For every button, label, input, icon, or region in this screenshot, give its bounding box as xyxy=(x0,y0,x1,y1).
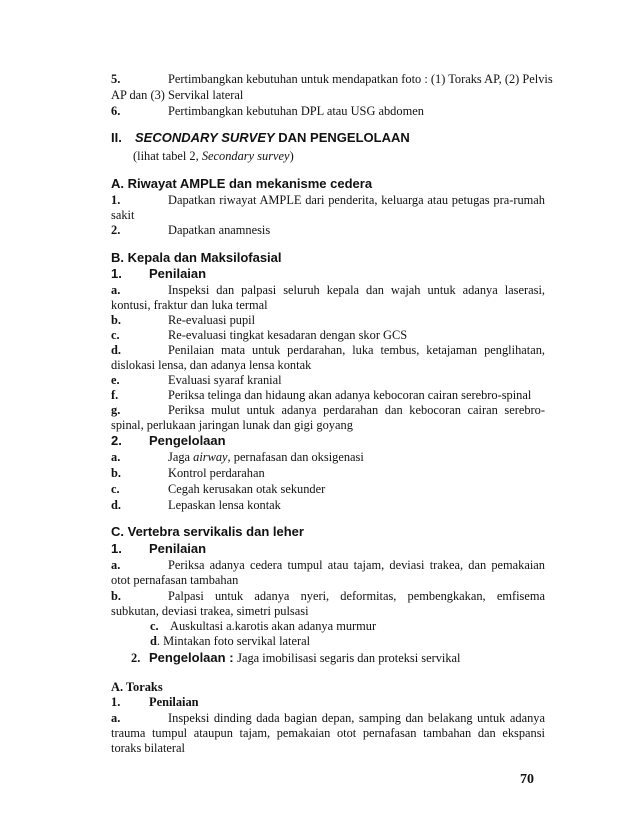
table-reference: (lihat tabel 2, Secondary survey) xyxy=(133,149,294,163)
list-item: c. Re-evaluasi tingkat kesadaran dengan skor GCS xyxy=(111,328,408,342)
item-text-continued: dislokasi lensa, dan adanya lensa kontak xyxy=(111,358,312,372)
list-item: g. Periksa mulut untuk adanya perdarahan dan kebocoran cairan serebro- xyxy=(111,403,545,417)
section-heading-toraks: A. Toraks xyxy=(111,680,163,694)
item-text-continued: subkutan, deviasi trakea, simetri pulsasi xyxy=(111,604,309,618)
subheading-penilaian: 1. Penilaian xyxy=(111,695,199,709)
section-heading-secondary-survey: II. SECONDARY SURVEY DAN PENGELOLAAN xyxy=(111,130,410,145)
list-item: a. Inspeksi dan palpasi seluruh kepala dan wajah untuk adanya laserasi, xyxy=(111,283,545,297)
section-heading-ample: A. Riwayat AMPLE dan mekanisme cedera xyxy=(111,176,373,191)
list-item: e. Evaluasi syaraf kranial xyxy=(111,373,282,387)
subheading-penilaian: 1. Penilaian xyxy=(111,541,207,556)
item-number: 6. xyxy=(111,104,121,118)
section-heading-vertebra: C. Vertebra servikalis dan leher xyxy=(111,524,304,539)
list-item: d. Lepaskan lensa kontak xyxy=(111,498,281,512)
subheading-pengelolaan: 2. Pengelolaan xyxy=(111,433,226,448)
list-item-6 xyxy=(111,104,545,119)
item-number: 5. xyxy=(111,72,121,86)
item-text-continued: sakit xyxy=(111,208,135,222)
item-text-continued: otot pernafasan tambahan xyxy=(111,573,239,587)
item-text-continued: kontusi, fraktur dan luka termal xyxy=(111,298,268,312)
item-text-continued: AP dan (3) Servikal lateral xyxy=(111,88,244,102)
item-text: Pertimbangkan kebutuhan untuk mendapatkan foto : (1) Toraks AP, (2) Pelvis xyxy=(168,72,553,86)
list-item: 1. Dapatkan riwayat AMPLE dari penderita, keluarga atau petugas pra-rumah xyxy=(111,193,545,207)
item-text-continued: trauma tumpul ataupun tajam, pemakaian otot pernafasan tambahan dan ekspansi xyxy=(111,726,545,740)
item-text-continued: spinal, perlukaan jaringan lunak dan gigi goyang xyxy=(111,418,353,432)
list-item: a. Inspeksi dinding dada bagian depan, samping dan belakang untuk adanya xyxy=(111,711,545,725)
subheading-pengelolaan: 2. Pengelolaan : Jaga imobilisasi segaris dan proteksi servikal xyxy=(131,650,461,665)
list-item: b. Kontrol perdarahan xyxy=(111,466,265,480)
list-item: d. Mintakan foto servikal lateral xyxy=(150,634,311,648)
list-item-5 xyxy=(111,72,553,87)
page-number: 70 xyxy=(520,772,534,787)
list-item: c. Cegah kerusakan otak sekunder xyxy=(111,482,326,496)
list-item: 2. Dapatkan anamnesis xyxy=(111,223,271,237)
item-text-continued: toraks bilateral xyxy=(111,741,185,755)
list-item: a. Jaga airway, pernafasan dan oksigenasi xyxy=(111,450,364,464)
list-item: a. Periksa adanya cedera tumpul atau tajam, deviasi trakea, dan pemakaian xyxy=(111,558,545,572)
section-heading-kepala: B. Kepala dan Maksilofasial xyxy=(111,250,282,265)
subheading-penilaian: 1. Penilaian xyxy=(111,266,207,281)
item-text: Pertimbangkan kebutuhan DPL atau USG abdomen xyxy=(168,104,424,118)
list-item: b. Palpasi untuk adanya nyeri, deformitas, pembengkakan, emfisema xyxy=(111,589,545,603)
list-item: c. Auskultasi a.karotis akan adanya murmur xyxy=(150,619,377,633)
list-item: b. Re-evaluasi pupil xyxy=(111,313,256,327)
list-item: f. Periksa telinga dan hidaung akan adanya kebocoran cairan serebro-spinal xyxy=(111,388,532,402)
list-item: d. Penilaian mata untuk perdarahan, luka tembus, ketajaman penglihatan, xyxy=(111,343,545,357)
